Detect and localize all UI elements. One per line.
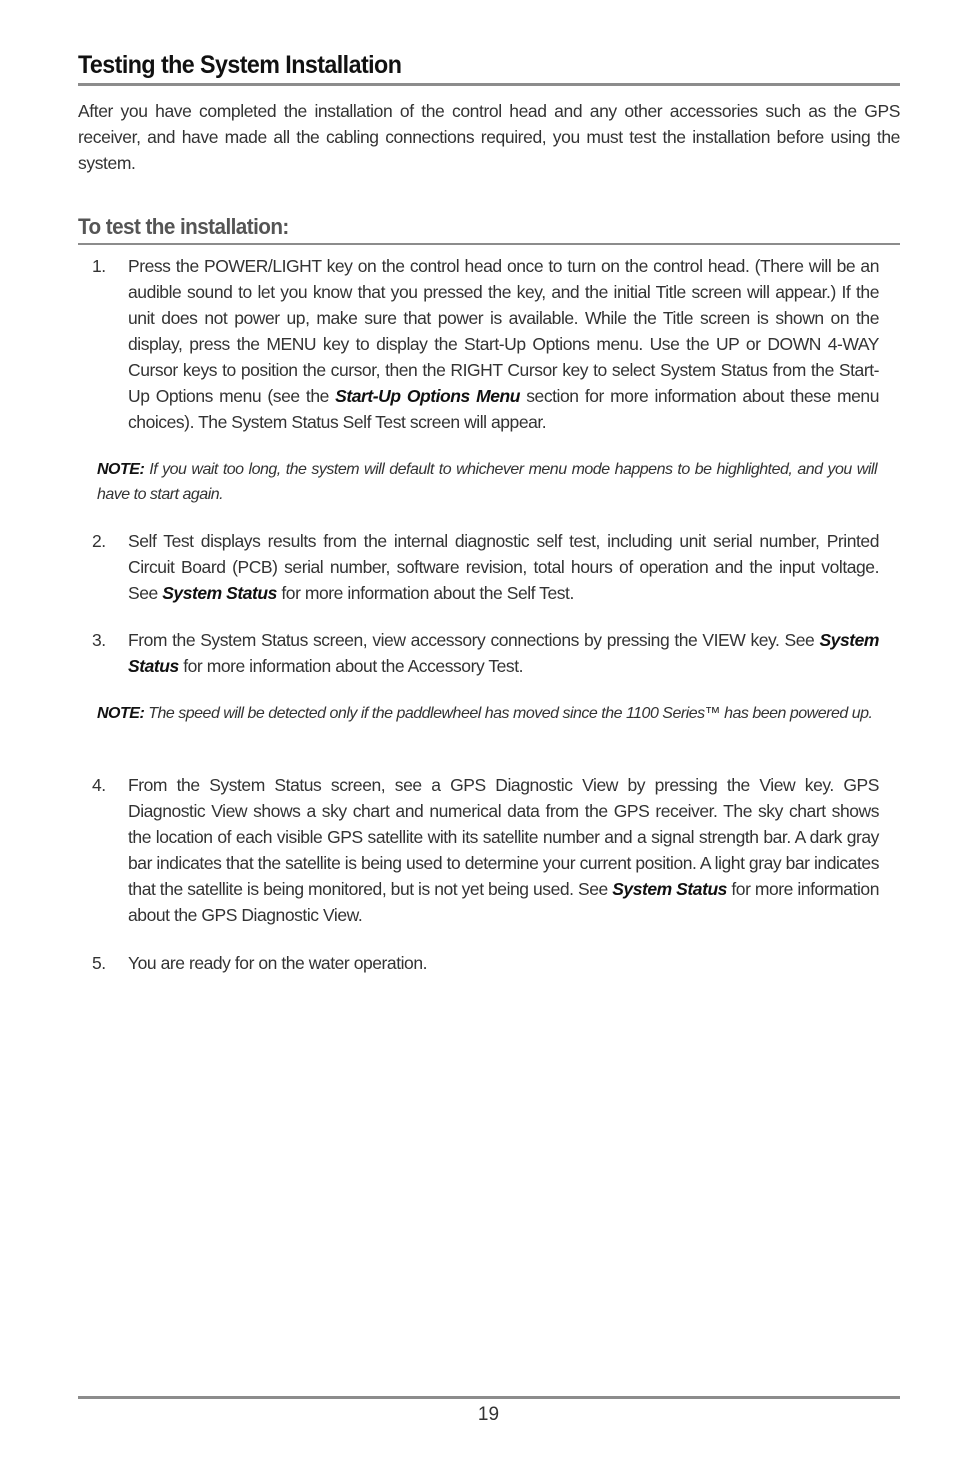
step-text-before: You are ready for on the water operation. (128, 953, 428, 973)
system-status-link[interactable]: System Status (128, 630, 879, 676)
footer-divider (78, 1396, 900, 1399)
step-text-after: section for more information about these menu choices). The System Status Self Test screen will appear. (128, 386, 879, 432)
step-text-after: for more information about the Self Test. (276, 583, 574, 603)
step-text (128, 772, 879, 928)
section-divider (78, 243, 900, 245)
step-5 (92, 950, 879, 976)
step-number: 5. (92, 953, 106, 973)
step-text-before: From the System Status screen, view accessory connections by pressing the VIEW key. See (128, 630, 820, 650)
page-number: 19 (477, 1404, 500, 1425)
note-2 (97, 701, 877, 726)
note-text: The speed will be detected only if the paddlewheel has moved since the 1100 Series™ has been powered up. (144, 705, 873, 722)
step-text-before: Press the POWER/LIGHT key on the control head once to turn on the control head. (There will be an audible sound to let you know that you pressed the key, and the initial Title screen will appear.) If the unit does not power up, make sure that power is available. While the Title screen is shown on the display, press the MENU key to display the Start-Up Options menu. Use the UP or DOWN 4-WAY Cursor keys to position the cursor, then the RIGHT Cursor key to select System Status from the Start-Up Options menu (see the (128, 256, 879, 406)
note-text: If you wait too long, the system will default to whichever menu mode happens to be highlighted, and you will have to start again. (97, 461, 877, 503)
step-text (128, 950, 879, 976)
title-divider (78, 83, 900, 86)
note-label: NOTE: (97, 705, 145, 722)
step-number: 1. (92, 256, 106, 276)
start-up-options-menu-link[interactable]: Start-Up Options Menu (335, 386, 520, 406)
step-text (128, 253, 879, 435)
step-text (128, 528, 879, 606)
system-status-link[interactable]: System Status (612, 879, 727, 899)
step-text-before: Self Test displays results from the internal diagnostic self test, including unit serial number, Printed Circuit Board (PCB) serial number, software revision, total hours of operation and the input voltage. See (128, 531, 879, 603)
step-number: 2. (92, 531, 106, 551)
step-text-after: for more information about the Accessory Test. (178, 656, 524, 676)
section-heading: To test the installation: (78, 214, 289, 239)
step-1 (92, 253, 879, 435)
note-label: NOTE: (97, 461, 145, 478)
step-text-after: for more information about the GPS Diagnostic View. (128, 879, 879, 925)
page-title: Testing the System Installation (78, 51, 402, 79)
intro-paragraph: After you have completed the installation of the control head and any other accessories such as the GPS receiver, and have made all the cabling connections required, you must test the installation before using the system. (78, 101, 900, 173)
note-1 (97, 457, 877, 507)
step-3 (92, 627, 879, 679)
step-text (128, 627, 879, 679)
step-number: 4. (92, 775, 106, 795)
step-2 (92, 528, 879, 606)
step-number: 3. (92, 630, 106, 650)
system-status-link[interactable]: System Status (162, 583, 277, 603)
step-4 (92, 772, 879, 928)
step-text-before: From the System Status screen, see a GPS Diagnostic View by pressing the View key. GPS Diagnostic View shows a sky chart and numerical data from the GPS receiver. The sky chart shows the location of each visible GPS satellite with its satellite number and a signal strength bar. A dark gray bar indicates that the satellite is being used to determine your current position. A light gray bar indicates that the satellite is being monitored, but is not yet being used. See (128, 775, 879, 899)
